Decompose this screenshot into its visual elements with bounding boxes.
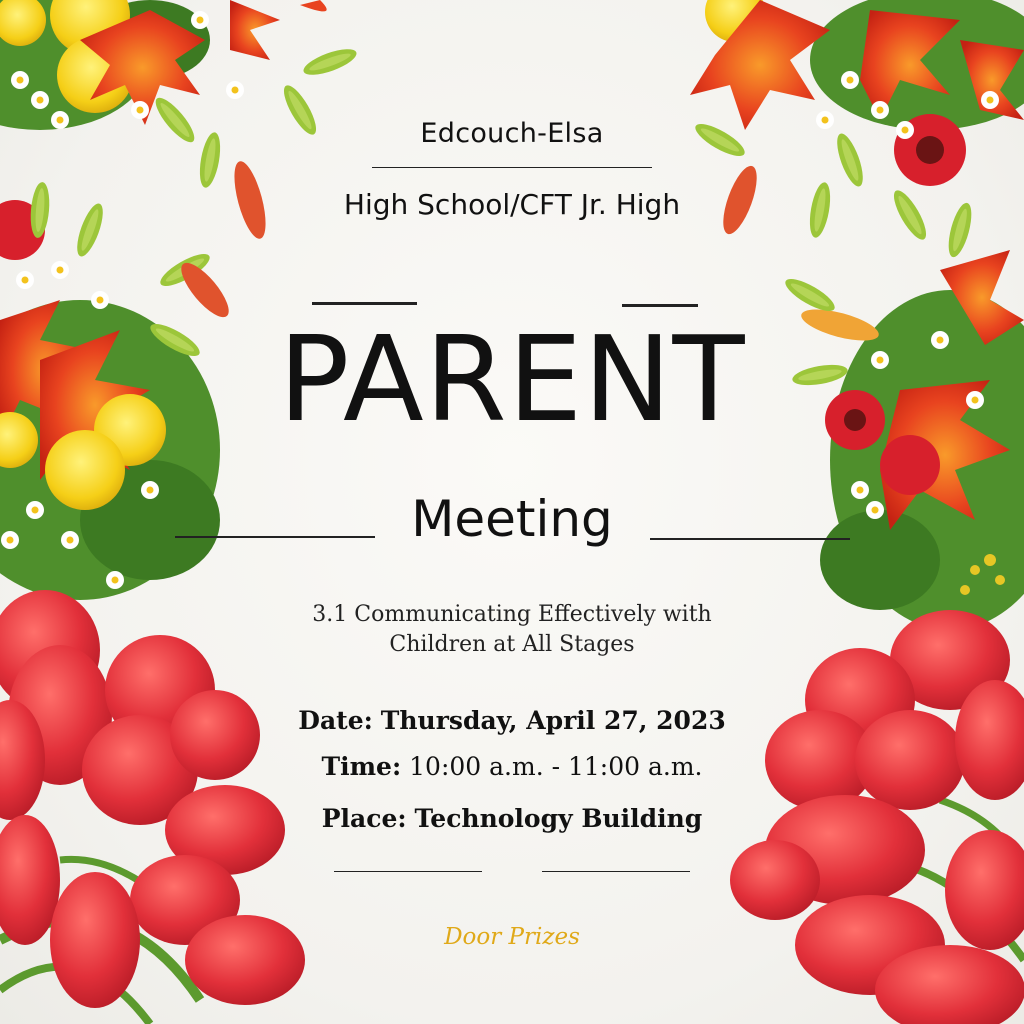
school-divider bbox=[372, 167, 652, 168]
time-value: 10:00 a.m. - 11:00 a.m. bbox=[409, 752, 703, 781]
title-rule-left bbox=[312, 302, 417, 305]
place-label: Place: bbox=[321, 804, 407, 833]
page-title: PARENT bbox=[278, 310, 746, 448]
door-prizes-text: Door Prizes bbox=[444, 924, 580, 950]
meeting-date bbox=[0, 706, 1024, 735]
meeting-topic bbox=[0, 600, 1024, 660]
footer-rule-left bbox=[334, 871, 482, 872]
title-rule-right bbox=[622, 304, 698, 307]
meeting-time bbox=[0, 752, 1024, 781]
page-subtitle: Meeting bbox=[411, 490, 613, 548]
footer-rule-right bbox=[542, 871, 690, 872]
subtitle-rule-right bbox=[650, 538, 850, 540]
meeting-topic-line1: 3.1 Communicating Effectively with bbox=[312, 602, 712, 627]
school-name-line1: Edcouch-Elsa bbox=[420, 118, 604, 149]
place-value: Technology Building bbox=[414, 804, 703, 833]
time-label: Time: bbox=[321, 752, 402, 781]
date-label: Date: bbox=[298, 706, 373, 735]
school-name-line2: High School/CFT Jr. High bbox=[343, 188, 681, 221]
meeting-place bbox=[0, 804, 1024, 833]
date-value: Thursday, April 27, 2023 bbox=[380, 706, 726, 735]
meeting-topic-line2: Children at All Stages bbox=[389, 632, 635, 657]
